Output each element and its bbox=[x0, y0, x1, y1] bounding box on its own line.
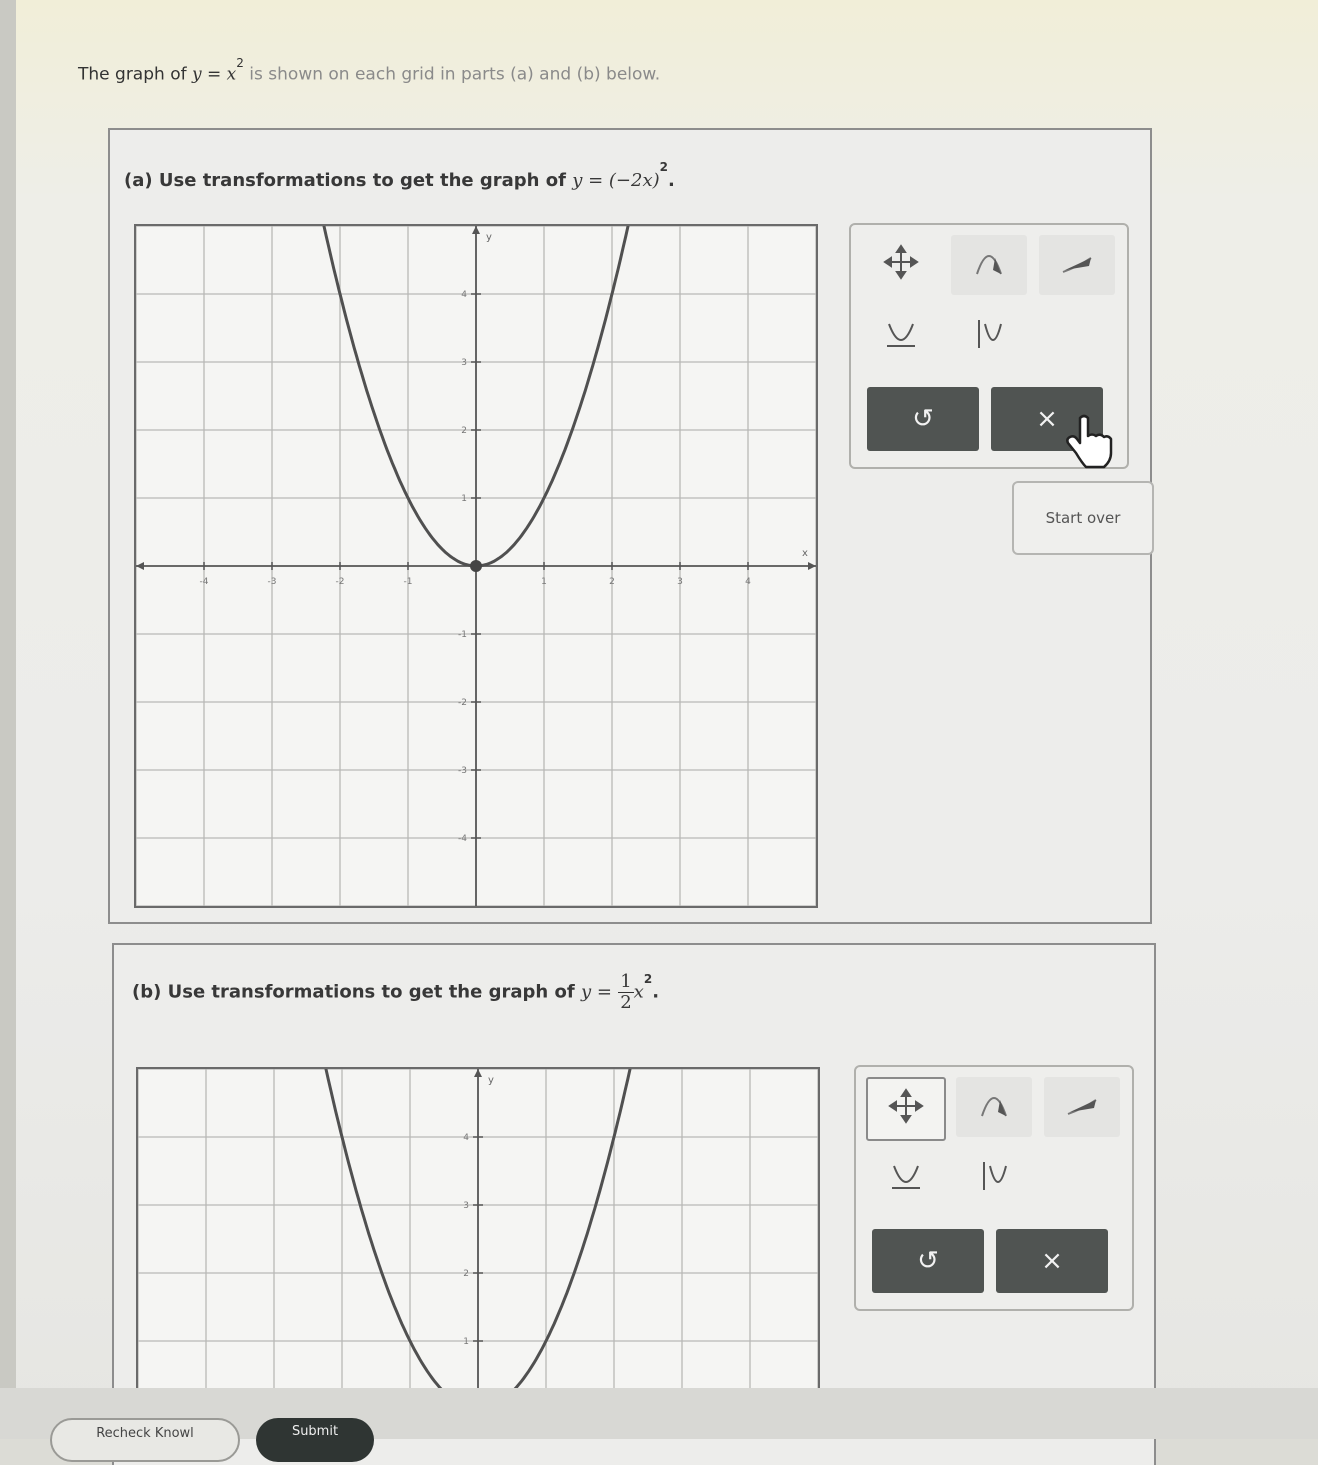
submit-button[interactable] bbox=[256, 1418, 374, 1462]
parabola-up-tool[interactable] bbox=[956, 1077, 1032, 1137]
undo-button[interactable] bbox=[872, 1229, 984, 1293]
x-tick-label: 2 bbox=[609, 577, 615, 587]
vertex-stretch-tool[interactable] bbox=[863, 307, 939, 367]
x-tick-label: 4 bbox=[745, 577, 751, 587]
undo-icon: ↺ bbox=[917, 1246, 939, 1276]
part-b-graph[interactable] bbox=[136, 1067, 820, 1391]
undo-button[interactable] bbox=[867, 387, 979, 451]
x-tick-label: 1 bbox=[541, 577, 547, 587]
parabola-up-tool[interactable] bbox=[951, 235, 1027, 295]
vertex-stretch-icon bbox=[888, 1158, 924, 1201]
x-tick-label: -1 bbox=[403, 577, 413, 587]
intro-text: The graph of $y = x^2$ is shown on each grid in parts (a) and (b) below. bbox=[78, 56, 661, 85]
y-axis-label: y bbox=[488, 1075, 494, 1086]
y-axis-arrow bbox=[472, 226, 480, 234]
y-axis-arrow bbox=[474, 1069, 482, 1077]
y-tick-label: 3 bbox=[463, 1201, 469, 1211]
hand-cursor-icon bbox=[1060, 412, 1118, 474]
y-tick-label: 4 bbox=[461, 290, 467, 300]
y-tick-label: 3 bbox=[461, 358, 467, 368]
parabola-right-tool[interactable] bbox=[1044, 1077, 1120, 1137]
x-tick-label: -2 bbox=[335, 577, 345, 587]
y-tick-label: 4 bbox=[463, 1133, 469, 1143]
y-tick-label: 1 bbox=[463, 1337, 469, 1347]
window-edge bbox=[0, 0, 16, 1439]
move-icon bbox=[888, 1088, 924, 1131]
part-b-graph-canvas[interactable] bbox=[138, 1069, 818, 1391]
parabola-up-icon bbox=[971, 244, 1007, 287]
y-tick-label: -4 bbox=[458, 834, 467, 844]
move-tool[interactable] bbox=[866, 1077, 946, 1141]
undo-icon: ↺ bbox=[912, 404, 934, 434]
x-tick-label: -4 bbox=[199, 577, 209, 587]
start-over-label: Start over bbox=[1045, 509, 1121, 527]
x-tick-label: -3 bbox=[267, 577, 277, 587]
submit-label: Submit bbox=[291, 1424, 339, 1439]
parabola-right-icon bbox=[1059, 244, 1095, 287]
part-b-prompt: (b) Use transformations to get the graph of y = $\frac{1}{2}$ $x^2$. bbox=[132, 971, 660, 1013]
fraction: $\frac{1}{2}$ bbox=[620, 971, 632, 1013]
y-tick-label: 2 bbox=[461, 426, 467, 436]
start-over-button[interactable] bbox=[1012, 481, 1154, 555]
move-tool[interactable] bbox=[863, 235, 939, 295]
close-icon: × bbox=[1041, 1246, 1063, 1276]
clear-button[interactable] bbox=[996, 1229, 1108, 1293]
y-tick-label: -1 bbox=[458, 630, 467, 640]
part-a-graph-canvas[interactable] bbox=[136, 226, 816, 906]
recheck-label: Recheck Knowl bbox=[96, 1426, 194, 1441]
part-a-graph[interactable] bbox=[134, 224, 818, 908]
x-axis-arrow bbox=[808, 562, 816, 570]
y-tick-label: 1 bbox=[461, 494, 467, 504]
y-axis-label: y bbox=[486, 232, 492, 243]
part-a-prompt: (a) Use transformations to get the graph of $y = (-2x)^2$. bbox=[124, 160, 675, 191]
recheck-button[interactable] bbox=[50, 1418, 240, 1462]
x-axis-label: x bbox=[802, 548, 808, 559]
vertex-stretch-icon bbox=[883, 316, 919, 359]
y-tick-label: -2 bbox=[458, 698, 467, 708]
vertex-stretch-tool[interactable] bbox=[868, 1149, 944, 1209]
vertex-shift-tool[interactable] bbox=[951, 307, 1027, 367]
parabola-up-icon bbox=[976, 1086, 1012, 1129]
vertex-shift-icon bbox=[976, 1158, 1012, 1201]
x-axis-arrow bbox=[136, 562, 144, 570]
part-b-toolbox bbox=[854, 1065, 1134, 1311]
close-icon: × bbox=[1036, 404, 1058, 434]
parabola-right-tool[interactable] bbox=[1039, 235, 1115, 295]
move-icon bbox=[883, 244, 919, 287]
vertex-point bbox=[470, 560, 482, 572]
vertex-shift-tool[interactable] bbox=[956, 1149, 1032, 1209]
parabola-right-icon bbox=[1064, 1086, 1100, 1129]
y-tick-label: 2 bbox=[463, 1269, 469, 1279]
y-tick-label: -3 bbox=[458, 766, 467, 776]
vertex-shift-icon bbox=[971, 316, 1007, 359]
x-tick-label: 3 bbox=[677, 577, 683, 587]
